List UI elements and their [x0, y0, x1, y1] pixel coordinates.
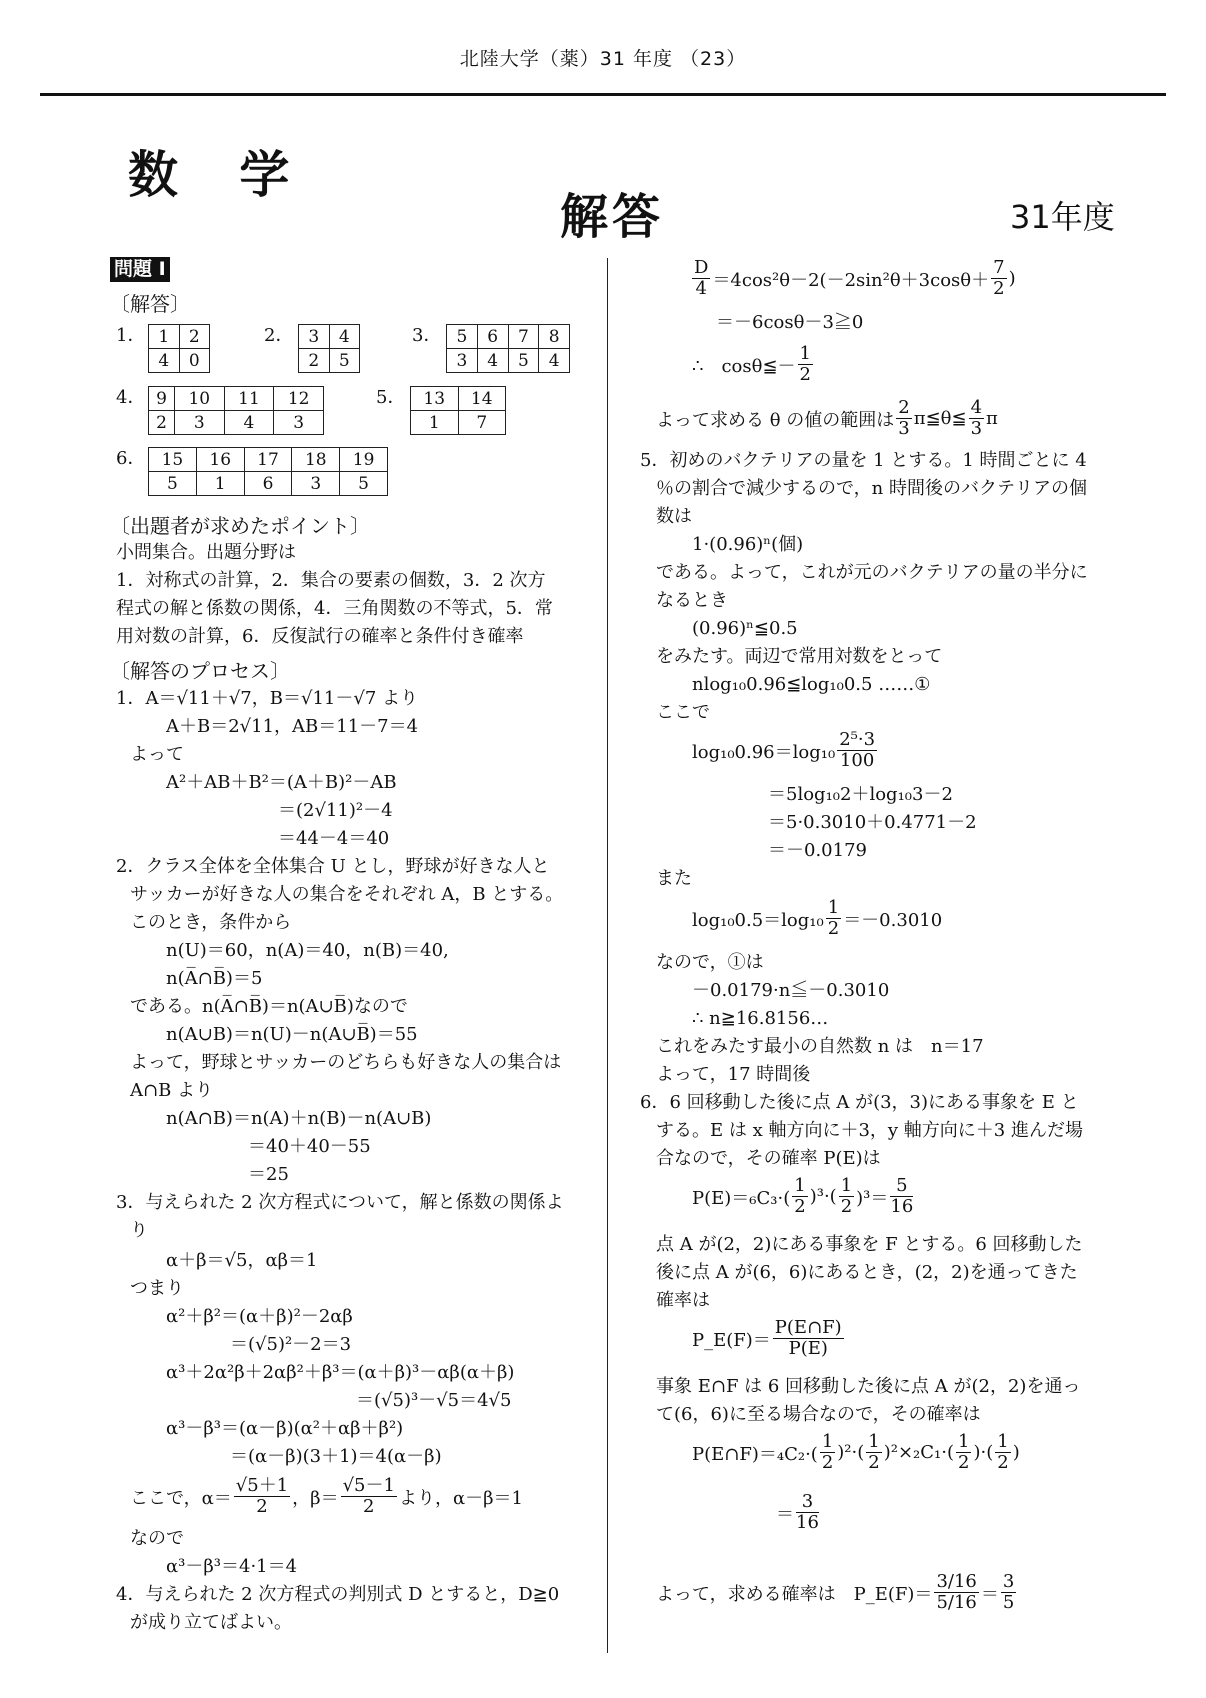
text-line: 2．クラス全体を全体集合 U とし，野球が好きな人と — [116, 856, 550, 877]
box-cell: 15 — [149, 448, 197, 472]
box-cell: 11 — [224, 387, 274, 411]
box-cell: 0 — [179, 349, 210, 373]
math-line: ＝(√5)³－√5＝4√5 — [356, 1390, 512, 1411]
box-label: 2． — [264, 325, 294, 346]
text-line: よって，17 時間後 — [656, 1064, 811, 1085]
math-line: －0.0179·n≦－0.3010 — [692, 980, 890, 1001]
denominator: 2 — [993, 278, 1005, 299]
frac-text: ) — [1008, 268, 1016, 289]
fraction — [820, 1432, 835, 1473]
numerator: D — [694, 257, 709, 278]
math-line: ∴ n≧16.8156… — [692, 1008, 829, 1029]
numerator: 7 — [993, 257, 1005, 278]
numerator: √5－1 — [342, 1475, 395, 1496]
frac-text: ＝ — [776, 1503, 794, 1525]
numerator: 5 — [890, 1176, 913, 1197]
numerator: 2⁵·3 — [839, 729, 876, 750]
fraction — [995, 1432, 1010, 1473]
denominator: 4 — [695, 278, 707, 299]
denominator: 100 — [839, 750, 875, 771]
box-label: 6． — [116, 448, 146, 469]
section-heading: 〔解答のプロセス〕 — [110, 659, 290, 683]
text-line: て(6，6)に至る場合なので，その確率は — [656, 1404, 981, 1425]
box-cell: 18 — [292, 448, 340, 472]
text-line: をみたす。両辺で常用対数をとって — [656, 646, 943, 667]
text-line: り — [130, 1220, 148, 1241]
numerator: 4 — [970, 397, 983, 418]
denominator: 5/16 — [936, 1592, 977, 1613]
math-line: ＝(√5)²－2＝3 — [230, 1334, 352, 1355]
text-line: である。n(A̅∩B̅)＝n(A∪B̅)なので — [130, 996, 408, 1017]
box-label: 1． — [116, 325, 146, 346]
fraction — [890, 1176, 913, 1217]
math-line: ＝－0.0179 — [768, 840, 867, 861]
numerator: 1 — [827, 897, 840, 918]
math-line: α＋β＝√5，αβ＝1 — [166, 1250, 318, 1271]
answer-box-4 — [148, 386, 324, 435]
frac-text: P(E∩F)＝₄C₂·( — [692, 1443, 818, 1465]
pef-line — [692, 1318, 846, 1359]
box-cell: 16 — [196, 448, 244, 472]
denominator: 5 — [1002, 1592, 1015, 1613]
text-line: 確率は — [656, 1290, 710, 1311]
text-line: 点 A が(2，2)にある事象を F とする。6 回移動した — [656, 1234, 1083, 1255]
answer-box-6 — [148, 447, 388, 496]
text-line: である。よって，これが元のバクテリアの量の半分に — [656, 562, 1088, 583]
text-line: 1．A＝√11＋√7，B＝√11－√7 より — [116, 688, 418, 709]
frac-text: ＝ — [980, 1583, 999, 1605]
box-cell: 4 — [224, 411, 274, 435]
text-line: ％の割合で減少するので，n 時間後のバクテリアの個 — [656, 478, 1087, 499]
denominator: 16 — [890, 1196, 914, 1217]
math-line: α³＋2α²β＋2αβ²＋β³＝(α＋β)³－αβ(α＋β) — [166, 1362, 515, 1383]
page-header: 北陸大学（薬）31 年度 （23） — [459, 48, 747, 70]
log96-line — [692, 730, 879, 771]
text-line: 程式の解と係数の関係，4．三角関数の不等式，5．常 — [116, 598, 553, 619]
fraction — [934, 1572, 978, 1613]
text-line: A∩B より — [130, 1080, 214, 1101]
header-rule — [40, 93, 1166, 96]
text-line: つまり — [130, 1278, 184, 1299]
math-line: (0.96)ⁿ≦0.5 — [692, 618, 798, 639]
box-cell: 5 — [149, 472, 197, 496]
text-line: なので — [130, 1528, 184, 1549]
text-line: 合なので，その確率 P(E)は — [656, 1148, 881, 1169]
box-cell: 3 — [274, 411, 324, 435]
fraction — [866, 1432, 881, 1473]
denominator: 2 — [256, 1496, 268, 1517]
math-line: n(A∩B)＝n(A)＋n(B)－n(A∪B) — [166, 1108, 432, 1129]
text-line: このとき，条件から — [130, 912, 292, 933]
section-heading: 〔出題者が求めたポイント〕 — [110, 514, 370, 538]
math-line: n(A∪B)＝n(U)－n(A∪B̅)＝55 — [166, 1024, 418, 1045]
math-line: n(U)＝60，n(A)＝40，n(B)＝40, — [166, 940, 449, 961]
math-line: 1·(0.96)ⁿ(個) — [692, 534, 804, 555]
box-cell: 1 — [149, 325, 180, 349]
box-cell: 2 — [299, 349, 330, 373]
denominator: 2 — [821, 1452, 834, 1473]
answer-box-3 — [446, 324, 570, 373]
numerator: 3 — [796, 1492, 819, 1513]
numerator: 3/16 — [936, 1571, 977, 1592]
fraction — [692, 258, 710, 299]
denominator: 16 — [796, 1512, 819, 1533]
numerator: 1 — [799, 343, 811, 364]
answer-box-2 — [298, 324, 360, 373]
frac-text: ，β＝ — [292, 1487, 339, 1509]
box-cell: 14 — [458, 387, 506, 411]
year-label: 31年度 — [1010, 198, 1115, 236]
numerator: 1 — [821, 1431, 834, 1452]
column-divider — [607, 258, 608, 1653]
fraction — [969, 398, 984, 439]
denominator: 2 — [799, 364, 811, 385]
math-line: ＝40＋40－55 — [248, 1136, 371, 1157]
box-cell: 9 — [149, 387, 175, 411]
denominator: 2 — [363, 1496, 375, 1517]
frac-text: ＝－0.3010 — [843, 909, 943, 931]
frac-text: P(E)＝₆C₃·( — [692, 1187, 791, 1209]
frac-text: )³＝ — [856, 1187, 889, 1209]
box-label: 3． — [412, 325, 442, 346]
box-cell: 3 — [292, 472, 340, 496]
box-cell: 2 — [179, 325, 210, 349]
text-line: また — [656, 868, 692, 889]
math-line: n(A̅∩B̅)＝5 — [166, 968, 263, 989]
box-cell: 4 — [329, 325, 360, 349]
fraction — [341, 1476, 397, 1517]
text-line: 6．6 回移動した後に点 A が(3，3)にある事象を E と — [640, 1092, 1079, 1113]
numerator: P(E∩F) — [774, 1317, 842, 1338]
frac-text: ここで，α＝ — [130, 1487, 232, 1509]
math-line: ＝44－4＝40 — [278, 828, 390, 849]
fraction — [798, 344, 813, 385]
fraction — [1001, 1572, 1016, 1613]
math-line: α³－β³＝4·1＝4 — [166, 1556, 298, 1577]
fraction — [896, 398, 911, 439]
text-line: サッカーが好きな人の集合をそれぞれ A，B とする。 — [130, 884, 564, 905]
box-cell: 2 — [149, 411, 175, 435]
cos-line — [692, 344, 815, 385]
frac-text: )²×₂C₁·( — [883, 1442, 954, 1463]
denominator: 2 — [827, 918, 840, 939]
box-cell: 6 — [244, 472, 292, 496]
box-label: 5． — [376, 387, 406, 408]
fraction — [826, 898, 841, 939]
denominator: 3 — [898, 418, 910, 439]
answer-title: 解答 — [560, 189, 665, 245]
numerator: 1 — [840, 1175, 853, 1196]
answer-box-5 — [410, 386, 506, 435]
math-line: ＝25 — [248, 1164, 289, 1185]
box-cell: 3 — [447, 349, 478, 373]
math-line: ＝5log₁₀2＋log₁₀3－2 — [768, 784, 953, 805]
box-cell: 1 — [411, 411, 459, 435]
frac-text: log₁₀0.5＝log₁₀ — [692, 909, 824, 931]
frac-text: log₁₀0.96＝log₁₀ — [692, 741, 836, 763]
denominator: 2 — [794, 1196, 806, 1217]
fraction — [991, 258, 1006, 299]
math-line: nlog₁₀0.96≦log₁₀0.5 ……① — [692, 674, 931, 695]
text-line: 5．初めのバクテリアの量を 1 とする。1 時間ごとに 4 — [640, 450, 1087, 471]
answer-box-1 — [148, 324, 210, 373]
text-line: よって — [130, 744, 184, 765]
log5-line — [692, 898, 942, 939]
eq316-line — [776, 1492, 821, 1533]
range-line — [656, 398, 998, 439]
fraction — [792, 1176, 807, 1217]
numerator: √5＋1 — [235, 1475, 289, 1496]
text-line: なので，①は — [656, 952, 764, 973]
text-line: 用対数の計算，6．反復試行の確率と条件付き確率 — [116, 626, 524, 647]
math-line: ＝－6cosθ－3≧0 — [716, 312, 864, 333]
pcap-line — [692, 1432, 1020, 1473]
frac-text: よって，求める確率は P_E(F)＝ — [656, 1583, 933, 1605]
text-line: 事象 E∩F は 6 回移動した後に点 A が(2，2)を通っ — [656, 1376, 1081, 1397]
final-line — [656, 1572, 1018, 1613]
text-line: なるとき — [656, 590, 728, 611]
text-line: よって，野球とサッカーのどちらも好きな人の集合は — [130, 1052, 562, 1073]
numerator: 1 — [868, 1431, 880, 1452]
box-cell: 19 — [340, 448, 388, 472]
frac-text: π — [986, 408, 998, 429]
box-cell: 5 — [508, 349, 539, 373]
math-line: ＝(α－β)(3＋1)＝4(α－β) — [230, 1446, 442, 1467]
denominator: 2 — [958, 1452, 970, 1473]
text-line: これをみたす最小の自然数 n は n＝17 — [656, 1036, 984, 1057]
box-cell: 17 — [244, 448, 292, 472]
subject-title: 数 学 — [128, 146, 312, 204]
box-cell: 7 — [458, 411, 506, 435]
frac-text: よって求める θ の値の範囲は — [656, 409, 895, 431]
discriminant-line — [690, 258, 1016, 299]
box-cell: 1 — [196, 472, 244, 496]
denominator: 2 — [868, 1452, 880, 1473]
text-line: ここで — [656, 702, 710, 723]
text-line: する。E は x 軸方向に＋3，y 軸方向に＋3 進んだ場 — [656, 1120, 1083, 1141]
math-line: α³－β³＝(α－β)(α²＋αβ＋β²) — [166, 1418, 404, 1439]
box-cell: 3 — [299, 325, 330, 349]
frac-text: P_E(F)＝ — [692, 1329, 771, 1351]
box-cell: 12 — [274, 387, 324, 411]
frac-text: ∴ cosθ≦－ — [692, 355, 796, 377]
box-cell: 8 — [539, 325, 570, 349]
text-line: 3．与えられた 2 次方程式について，解と係数の関係よ — [116, 1192, 564, 1213]
box-cell: 4 — [149, 349, 180, 373]
box-cell: 4 — [477, 349, 508, 373]
frac-text: π≦θ≦ — [913, 408, 967, 429]
frac-text: ) — [1012, 1442, 1020, 1463]
box-cell: 5 — [447, 325, 478, 349]
denominator: 2 — [997, 1452, 1009, 1473]
box-cell: 7 — [508, 325, 539, 349]
denominator: P(E) — [788, 1338, 828, 1359]
problem-heading: 問題 I — [110, 257, 170, 282]
box-cell: 6 — [477, 325, 508, 349]
math-line: ＝5·0.3010＋0.4771－2 — [768, 812, 977, 833]
box-cell: 4 — [539, 349, 570, 373]
denominator: 2 — [840, 1196, 853, 1217]
numerator: 2 — [898, 397, 910, 418]
box-cell: 5 — [340, 472, 388, 496]
frac-text: )³·( — [809, 1186, 837, 1207]
frac-text: )·( — [973, 1442, 994, 1463]
denominator: 3 — [970, 418, 983, 439]
answer-heading: 〔解答〕 — [110, 292, 190, 316]
box-label: 4． — [116, 387, 146, 408]
pe-line — [692, 1176, 915, 1217]
box-cell: 5 — [329, 349, 360, 373]
numerator: 1 — [997, 1431, 1009, 1452]
fraction — [234, 1476, 290, 1517]
text-line: 小問集合。出題分野は — [116, 542, 296, 563]
math-line: α²＋β²＝(α＋β)²－2αβ — [166, 1306, 353, 1327]
box-cell: 13 — [411, 387, 459, 411]
fraction — [837, 730, 877, 771]
text-line: 1．対称式の計算，2．集合の要素の個数，3．2 次方 — [116, 570, 546, 591]
fraction — [839, 1176, 854, 1217]
text-line: 数は — [656, 506, 692, 527]
numerator: 3 — [1002, 1571, 1015, 1592]
math-line: A＋B＝2√11，AB＝11－7＝4 — [166, 716, 419, 737]
text-line: 後に点 A が(6，6)にあるとき，(2，2)を通ってきた — [656, 1262, 1078, 1283]
box-cell: 3 — [174, 411, 224, 435]
numerator: 1 — [794, 1175, 806, 1196]
fraction — [773, 1318, 844, 1359]
frac-line-ab — [130, 1476, 523, 1517]
math-line: ＝(2√11)²－4 — [278, 800, 393, 821]
math-line: A²＋AB＋B²＝(A＋B)²－AB — [166, 772, 397, 793]
frac-text: より，α－β＝1 — [398, 1487, 523, 1509]
fraction — [956, 1432, 971, 1473]
frac-text: ＝4cos²θ－2(－2sin²θ＋3cosθ＋ — [712, 269, 990, 291]
box-cell: 10 — [174, 387, 224, 411]
fraction — [796, 1492, 819, 1533]
text-line: が成り立てばよい。 — [130, 1612, 292, 1633]
frac-text: )²·( — [837, 1442, 865, 1463]
text-line: 4．与えられた 2 次方程式の判別式 D とすると，D≧0 — [116, 1584, 560, 1605]
numerator: 1 — [958, 1431, 970, 1452]
